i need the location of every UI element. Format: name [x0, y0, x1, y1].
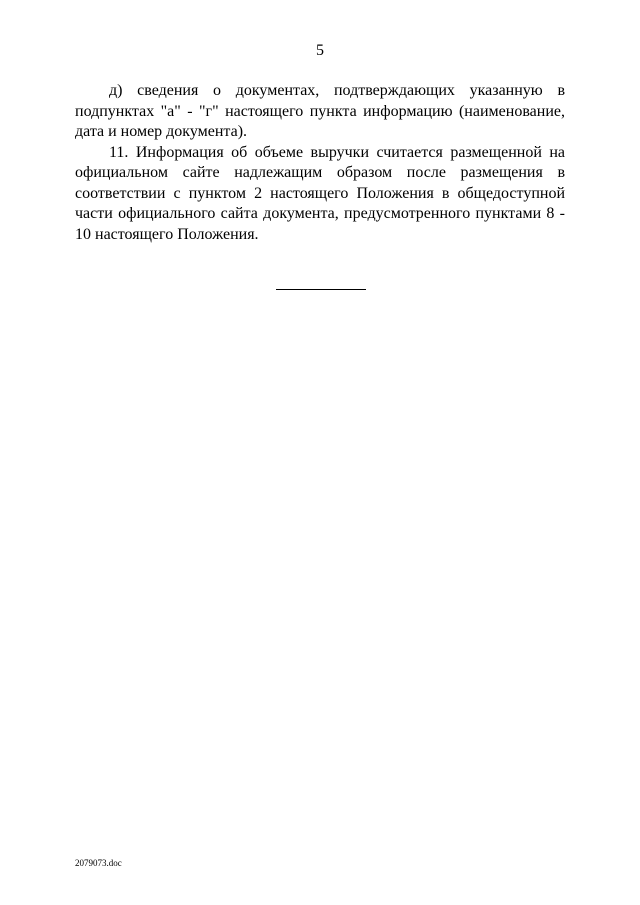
paragraph-item-11: 11. Информация об объеме выручки считается размещенной на официальном сайте надлежащим образом после размещения в соответствии с пунктом 2 настоящего Положения в общедоступной части официального сайта документа, предусмотренного пунктами 8 - 10 настоящего Положения. [75, 143, 565, 243]
page-number: 5 [316, 42, 324, 59]
document-body [75, 81, 565, 245]
paragraph-subitem-d: д) сведения о документах, подтверждающих указанную в подпунктах "а" - "г" настоящего пункта информацию (наименование, дата и номер документа). [75, 82, 565, 140]
footer-file-code: 2079073.doc [75, 858, 122, 868]
end-of-text-separator-line [276, 289, 366, 290]
